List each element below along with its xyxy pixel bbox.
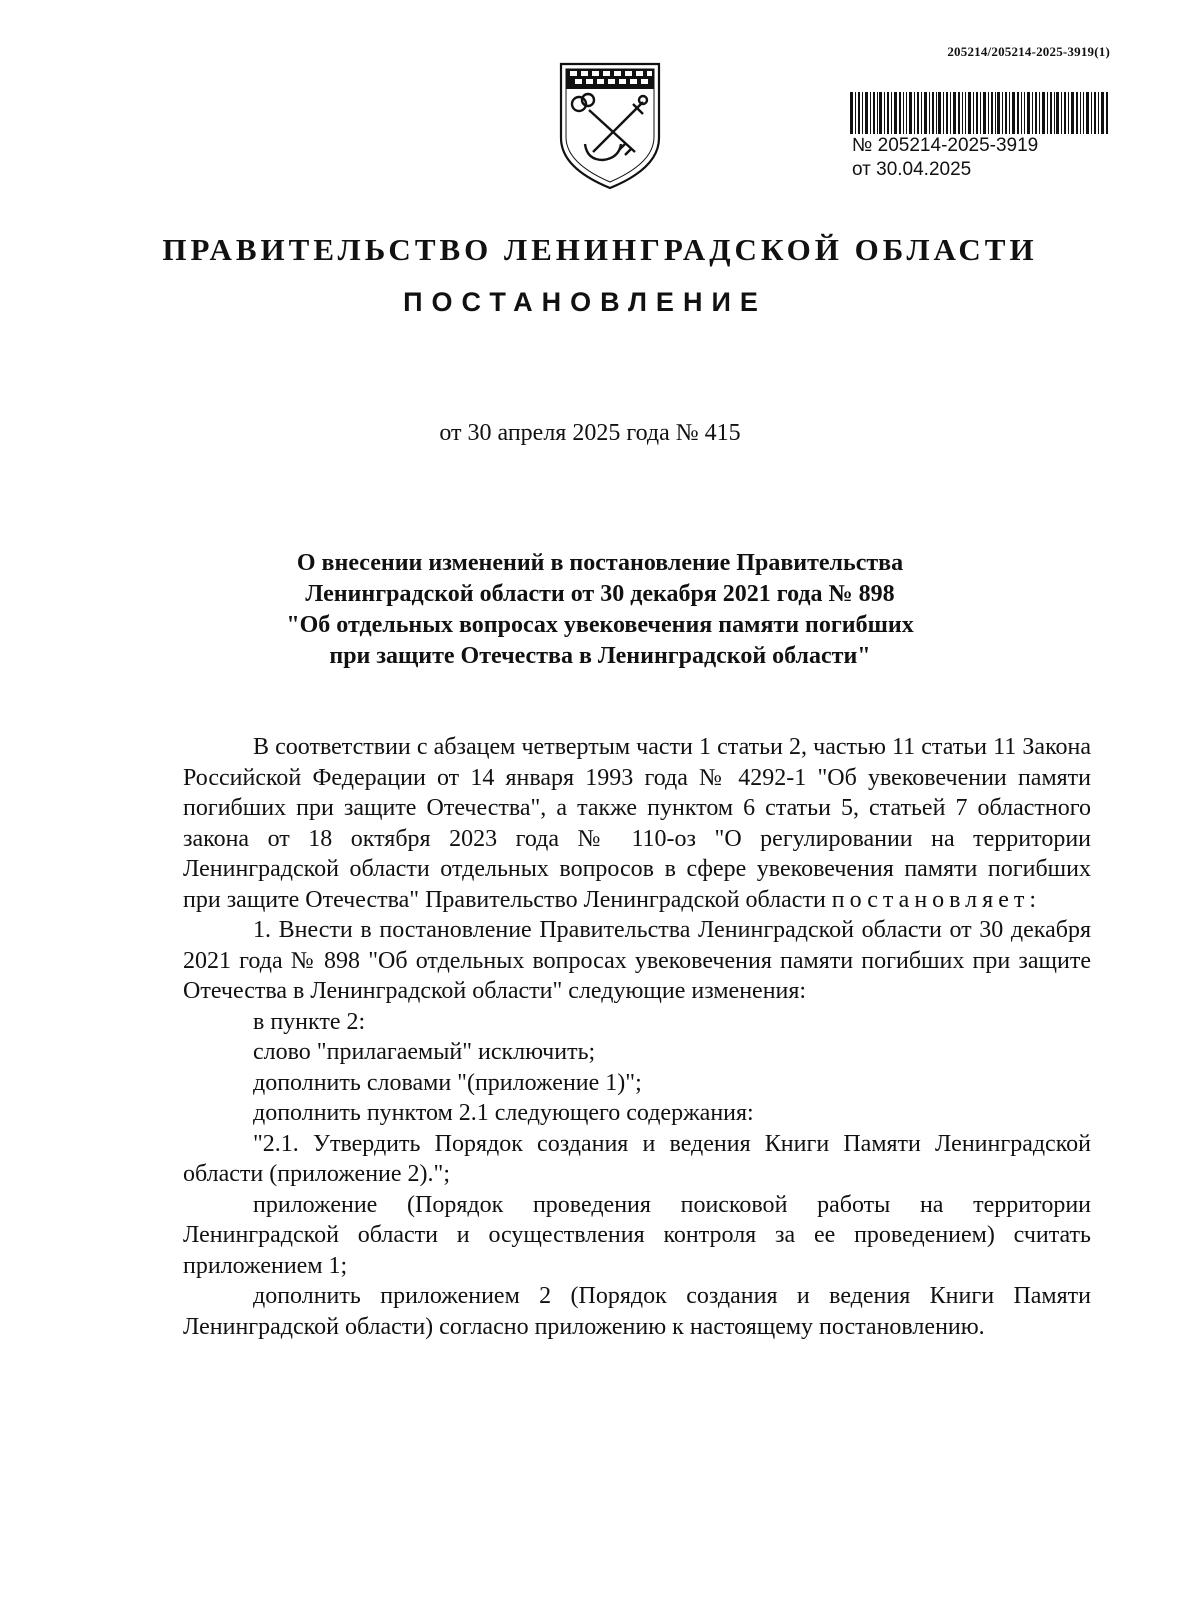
document-date: от 30 апреля 2025 года № 415 [439, 420, 741, 446]
subject-line: "Об отдельных вопросах увековечения памяти погибших [286, 612, 914, 638]
body-paragraph: приложение (Порядок проведения поисковой работы на территории Ленинградской области и осуществления контроля за ее проведением) считать приложением 1; [183, 1191, 1091, 1279]
registration-date: от 30.04.2025 [852, 159, 972, 180]
registration-stamp [850, 92, 1110, 182]
resolves-word: постановляет: [831, 886, 1042, 913]
document-subject [0, 548, 1200, 672]
preamble-paragraph [183, 732, 1091, 915]
subject-line: Ленинградской области от 30 декабря 2021 года № 898 [305, 581, 895, 607]
body-paragraph: "2.1. Утвердить Порядок создания и ведения Книги Памяти Ленинградской области (приложение 2)."; [183, 1130, 1091, 1187]
subject-line: при защите Отечества в Ленинградской области" [329, 643, 871, 669]
document-body [183, 732, 1091, 1342]
document-type: ПОСТАНОВЛЕНИЕ [403, 287, 767, 317]
preamble-text: В соответствии с абзацем четвертым части 1 статьи 2, частью 11 статьи 11 Закона Российской Федерации от 14 января 1993 года № 4292-1 "Об увековечении памяти погибших при защите Отечества", а также пунктом 6 статьи 5, статьей 7 областного закона от 18 октября 2023 года № 110-оз "О регулировании на территории Ленинградской области отдельных вопросов в сфере увековечения памяти погибших при защите Отечества" Правительство Ленинградской области [183, 734, 1091, 913]
government-title: ПРАВИТЕЛЬСТВО ЛЕНИНГРАДСКОЙ ОБЛАСТИ [162, 232, 1038, 267]
registration-number: № 205214-2025-3919 [852, 135, 1039, 156]
subject-line: О внесении изменений в постановление Правительства [296, 550, 904, 576]
document-id: 205214/205214-2025-3919(1) [947, 44, 1110, 59]
body-paragraph: слово "прилагаемый" исключить; [253, 1039, 596, 1065]
body-paragraph: в пункте 2: [253, 1008, 366, 1035]
body-paragraph: дополнить приложением 2 (Порядок создания и ведения Книги Памяти Ленинградской области) согласно приложению к настоящему постановлению. [183, 1283, 1091, 1340]
body-paragraph: дополнить словами "(приложение 1)"; [253, 1069, 642, 1096]
body-paragraph: 1. Внести в постановление Правительства Ленинградской области от 30 декабря 2021 года № 898 "Об отдельных вопросах увековечения памяти погибших при защите Отечества в Ленинградской области" следующие изменения: [183, 917, 1091, 1004]
body-paragraph: дополнить пунктом 2.1 следующего содержания: [253, 1100, 754, 1126]
barcode [850, 92, 1108, 134]
coat-of-arms-icon [555, 60, 665, 192]
